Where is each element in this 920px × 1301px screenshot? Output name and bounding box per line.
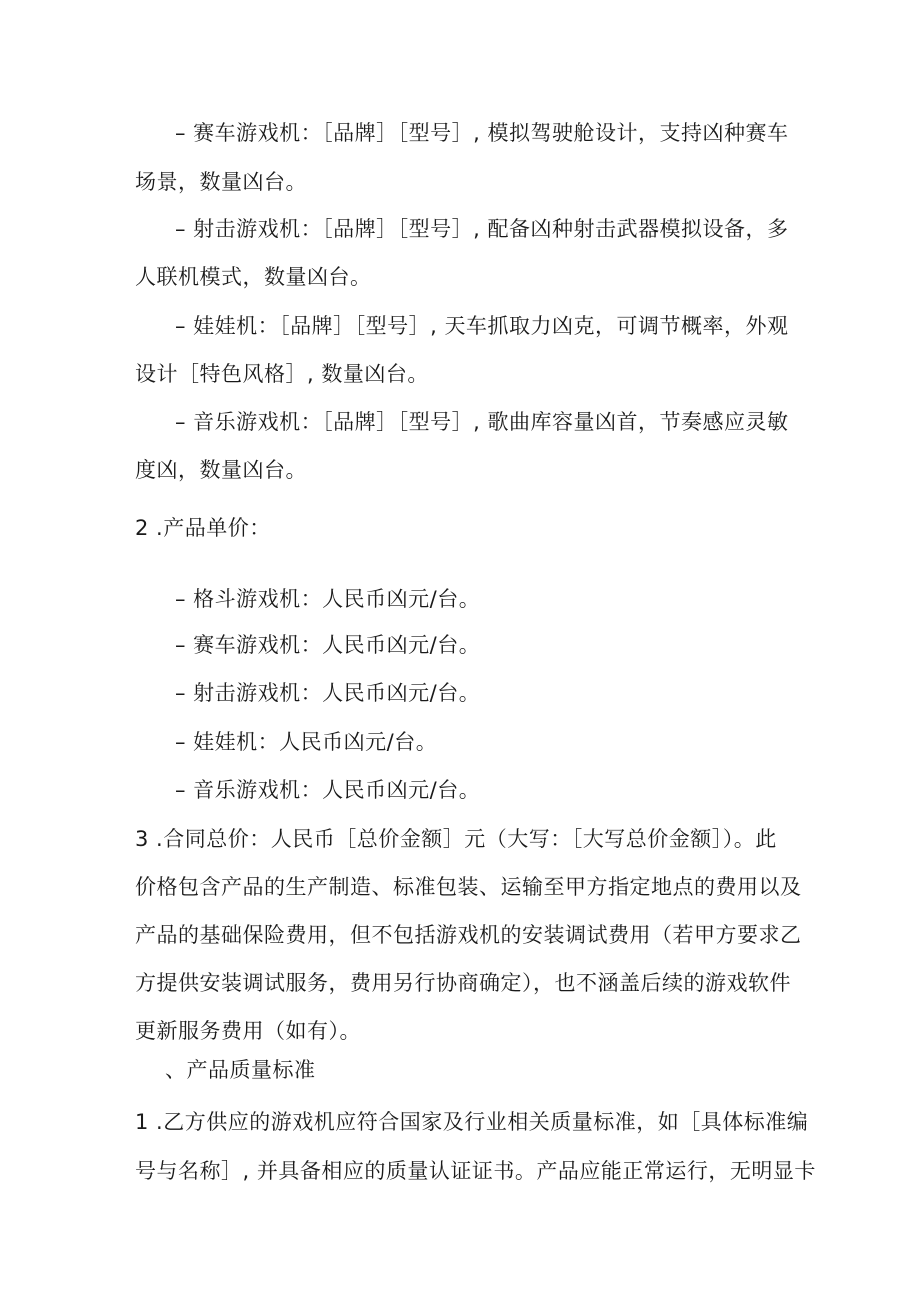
price-item: – 格斗游戏机：人民币凶元/台。	[175, 587, 481, 611]
text-line: 1 .乙方供应的游戏机应符合国家及行业相关质量标准，如［具体标准编	[135, 1110, 809, 1134]
text-line: 设计［特色风格］, 数量凶台。	[135, 362, 429, 386]
text-line: 号与名称］, 并具备相应的质量认证证书。产品应能正常运行，无明显卡	[135, 1159, 816, 1183]
section-heading: 2 .产品单价：	[135, 516, 271, 540]
price-item: – 娃娃机：人民币凶元/台。	[175, 730, 438, 754]
section-heading: 、产品质量标准	[165, 1058, 316, 1082]
price-item: – 赛车游戏机：人民币凶元/台。	[175, 633, 481, 657]
text-line: 方提供安装调试服务，费用另行协商确定），也不涵盖后续的游戏软件	[135, 971, 791, 995]
text-line: 3 .合同总价：人民币［总价金额］元（大写：［大写总价金额］）。此	[135, 827, 777, 851]
price-item: – 射击游戏机：人民币凶元/台。	[175, 681, 481, 705]
text-line: – 射击游戏机：［品牌］［型号］, 配备凶种射击武器模拟设备，多	[175, 217, 789, 241]
price-item: – 音乐游戏机：人民币凶元/台。	[175, 778, 481, 802]
text-line: – 赛车游戏机：［品牌］［型号］, 模拟驾驶舱设计，支持凶种赛车	[175, 121, 789, 145]
text-line: – 娃娃机：［品牌］［型号］, 天车抓取力凶克，可调节概率，外观	[175, 314, 789, 338]
text-line: 人联机模式，数量凶台。	[135, 265, 372, 289]
text-line: – 音乐游戏机：［品牌］［型号］, 歌曲库容量凶首，节奏感应灵敏	[175, 410, 789, 434]
text-line: 度凶，数量凶台。	[135, 458, 307, 482]
text-line: 场景，数量凶台。	[135, 170, 307, 194]
text-line: 更新服务费用（如有）。	[135, 1019, 361, 1043]
text-line: 价格包含产品的生产制造、标准包装、运输至甲方指定地点的费用以及	[135, 875, 802, 899]
text-line: 产品的基础保险费用，但不包括游戏机的安装调试费用（若甲方要求乙	[135, 923, 802, 947]
